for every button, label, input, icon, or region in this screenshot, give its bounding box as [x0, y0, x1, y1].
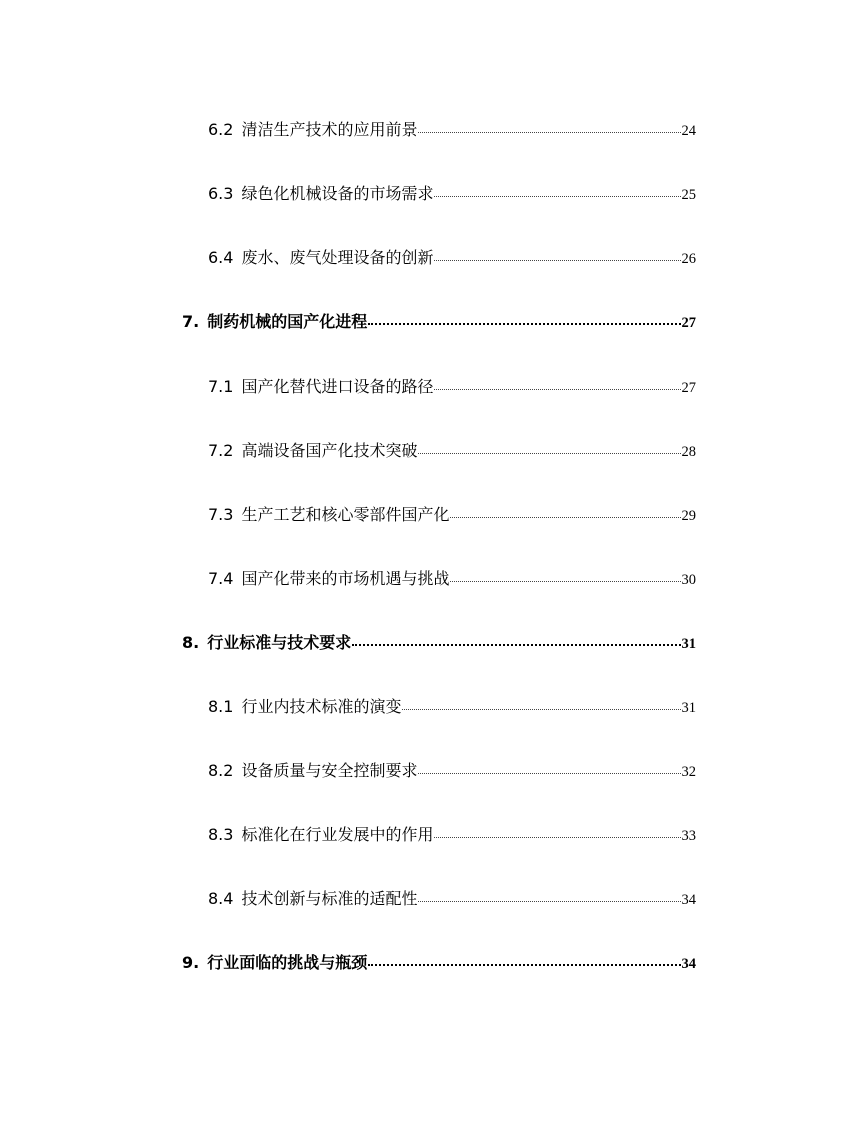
toc-entry-number: 8.2 [208, 761, 234, 780]
toc-page-number: 34 [681, 956, 696, 972]
toc-page-number: 28 [681, 444, 696, 460]
toc-entry-title [208, 694, 401, 717]
toc-entry-7-3[interactable] [208, 502, 696, 526]
toc-entry-8-1[interactable] [208, 694, 696, 718]
toc-entry-text: 高端设备国产化技术突破 [241, 441, 418, 460]
toc-page-number: 25 [681, 187, 696, 203]
toc-entry-title [182, 630, 351, 653]
toc-entry-number: 7.1 [208, 377, 234, 396]
toc-dot-leader [368, 963, 680, 966]
toc-entry-number: 7. [182, 312, 200, 331]
toc-entry-number: 6.4 [208, 248, 234, 267]
toc-entry-number: 9. [182, 953, 200, 972]
toc-dot-leader [450, 580, 680, 582]
toc-page-number: 29 [681, 508, 696, 524]
toc-entry-number: 7.2 [208, 441, 234, 460]
toc-entry-text: 制药机械的国产化进程 [207, 312, 368, 331]
toc-dot-leader [434, 195, 680, 197]
toc-entry-text: 行业面临的挑战与瓶颈 [207, 953, 368, 972]
toc-entry-8-3[interactable] [208, 822, 696, 846]
toc-entry-title [182, 950, 367, 973]
toc-entry-title [208, 758, 417, 781]
toc-page-number: 24 [681, 123, 696, 139]
toc-entry-number: 6.3 [208, 184, 234, 203]
toc-entry-8[interactable] [182, 630, 696, 654]
toc-page-number: 33 [681, 828, 696, 844]
toc-entry-title [208, 374, 433, 397]
toc-dot-leader [418, 452, 680, 454]
toc-entry-8-4[interactable] [208, 886, 696, 910]
toc-entry-7-1[interactable] [208, 374, 696, 398]
toc-entry-title [208, 245, 433, 268]
toc-entry-9[interactable] [182, 950, 696, 974]
toc-entry-number: 8.4 [208, 889, 234, 908]
toc-entry-8-2[interactable] [208, 758, 696, 782]
toc-entry-title [208, 438, 417, 461]
toc-dot-leader [418, 772, 680, 774]
toc-entry-text: 清洁生产技术的应用前景 [241, 120, 418, 139]
toc-dot-leader [418, 131, 680, 133]
toc-entry-text: 设备质量与安全控制要求 [241, 761, 418, 780]
toc-entry-text: 标准化在行业发展中的作用 [241, 825, 434, 844]
toc-entry-6-4[interactable] [208, 245, 696, 269]
toc-dot-leader [434, 259, 680, 261]
toc-dot-leader [352, 643, 680, 646]
toc-dot-leader [434, 388, 680, 390]
toc-page-number: 27 [681, 380, 696, 396]
toc-page-number: 30 [681, 572, 696, 588]
toc-entry-number: 6.2 [208, 120, 234, 139]
toc-page-number: 31 [681, 700, 696, 716]
toc-entry-text: 技术创新与标准的适配性 [241, 889, 418, 908]
toc-entry-title [208, 566, 449, 589]
toc-entry-text: 废水、废气处理设备的创新 [241, 248, 434, 267]
toc-entry-title [182, 309, 367, 332]
toc-page-number: 27 [681, 315, 696, 331]
toc-dot-leader [368, 322, 680, 325]
toc-entry-text: 国产化替代进口设备的路径 [241, 377, 434, 396]
toc-entry-text: 行业标准与技术要求 [207, 633, 352, 652]
toc-entry-title [208, 117, 417, 140]
toc-page-number: 26 [681, 251, 696, 267]
toc-dot-leader [402, 708, 680, 710]
toc-dot-leader [434, 836, 680, 838]
toc-entry-7[interactable] [182, 309, 696, 333]
toc-entry-text: 国产化带来的市场机遇与挑战 [241, 569, 450, 588]
toc-entry-title [208, 822, 433, 845]
toc-entry-text: 行业内技术标准的演变 [241, 697, 402, 716]
toc-page-number: 31 [681, 636, 696, 652]
toc-entry-text: 绿色化机械设备的市场需求 [241, 184, 434, 203]
toc-entry-title [208, 886, 417, 909]
toc-entry-number: 8. [182, 633, 200, 652]
toc-entry-6-3[interactable] [208, 181, 696, 205]
toc-entry-number: 8.3 [208, 825, 234, 844]
toc-page-number: 34 [681, 892, 696, 908]
toc-dot-leader [450, 516, 680, 518]
toc-page-number: 32 [681, 764, 696, 780]
toc-entry-number: 7.3 [208, 505, 234, 524]
toc-entry-text: 生产工艺和核心零部件国产化 [241, 505, 450, 524]
toc-entry-title [208, 181, 433, 204]
toc-entry-number: 7.4 [208, 569, 234, 588]
toc-entry-6-2[interactable] [208, 117, 696, 141]
toc-entry-number: 8.1 [208, 697, 234, 716]
toc-entry-7-2[interactable] [208, 438, 696, 462]
toc-entry-7-4[interactable] [208, 566, 696, 590]
toc-entry-title [208, 502, 449, 525]
toc-dot-leader [418, 900, 680, 902]
